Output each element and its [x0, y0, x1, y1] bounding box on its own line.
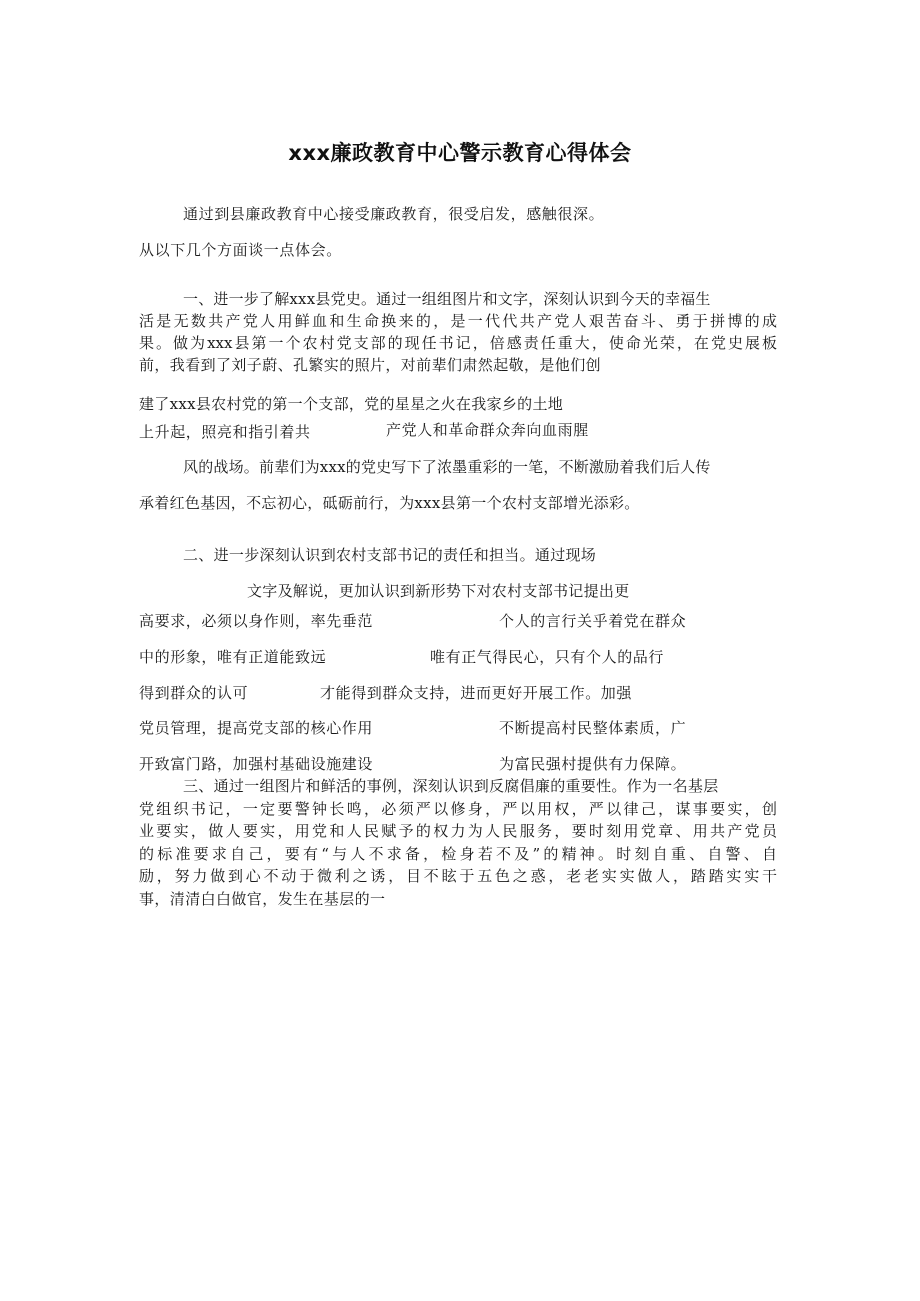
document-title: xxx廉政教育中心警示教育心得体会: [288, 141, 632, 165]
section2-line: 开致富门路，加强村基础设施建设: [139, 755, 374, 773]
section1-line: 上升起，照亮和指引着共: [139, 423, 311, 441]
section3-line: 党组织书记，一定要警钟长鸣，必须严以修身，严以用权，严以律己，谋事要实，创: [139, 799, 777, 818]
section1-line: 果。做为xxx县第一个农村党支部的现任书记，倍感责任重大，使命光荣，在党史展板: [139, 334, 777, 352]
section2-line: 文字及解说，更加认识到新形势下对农村支部书记提出更: [247, 582, 630, 600]
section3-paragraph: [139, 775, 777, 910]
section2-line: 得到群众的认可: [139, 684, 249, 702]
section3-line: 励，努力做到心不动于微利之诱，目不眩于五色之惑，老老实实做人，踏踏实实干: [139, 867, 777, 885]
section3-line: 三、通过一组图片和鲜活的事例，深刻认识到反腐倡廉的重要性。作为一名基层: [183, 777, 719, 795]
intro-line: 从以下几个方面谈一点体会。: [139, 241, 342, 259]
section1-line: 产党人和革命群众奔向血雨腥: [386, 421, 589, 439]
section2-line: 党员管理，提高党支部的核心作用: [139, 719, 374, 737]
section2-line: 为富民强村提供有力保障。: [499, 755, 687, 773]
section2-line: 唯有正气得民心，只有个人的品行: [430, 648, 665, 666]
section3-line: 事，清清白白做官，发生在基层的一: [139, 889, 386, 908]
section2-line: 不断提高村民整体素质，广: [499, 719, 687, 737]
section1-line: 活是无数共产党人用鲜血和生命换来的，是一代代共产党人艰苦奋斗、勇于拼博的成: [139, 312, 777, 330]
section2-line: 中的形象，唯有正道能致远: [139, 648, 327, 666]
section1-line: 承着红色基因，不忘初心，砥砺前行，为xxx县第一个农村支部增光添彩。: [139, 494, 640, 512]
section2-line: 才能得到群众支持，进而更好开展工作。加强: [320, 684, 633, 702]
section1-line: 前，我看到了刘子蔚、孔繁实的照片，对前辈们肃然起敬，是他们创: [139, 356, 602, 374]
section2-line: 二、进一步深刻认识到农村支部书记的责任和担当。通过现场: [183, 546, 597, 564]
section2-line: 高要求，必须以身作则，率先垂范: [139, 612, 374, 630]
intro-line: 通过到县廉政教育中心接受廉政教育，很受启发，感触很深。: [183, 205, 605, 223]
section1-line: 风的战场。前辈们为xxx的党史写下了浓墨重彩的一笔，不断激励着我们后人传: [183, 458, 711, 476]
section2-line: 个人的言行关乎着党在群众: [499, 612, 687, 630]
section1-line: 建了xxx县农村党的第一个支部，党的星星之火在我家乡的土地: [139, 395, 564, 413]
section1-line: 一、进一步了解xxx县党史。通过一组组图片和文字，深刻认识到今天的幸福生: [183, 290, 711, 308]
section3-line: 的标准要求自己，要有“与人不求备，检身若不及”的精神。时刻自重、自警、自: [139, 844, 777, 863]
section3-line: 业要实，做人要实，用党和人民赋予的权力为人民服务，要时刻用党章、用共产党员: [139, 822, 777, 840]
